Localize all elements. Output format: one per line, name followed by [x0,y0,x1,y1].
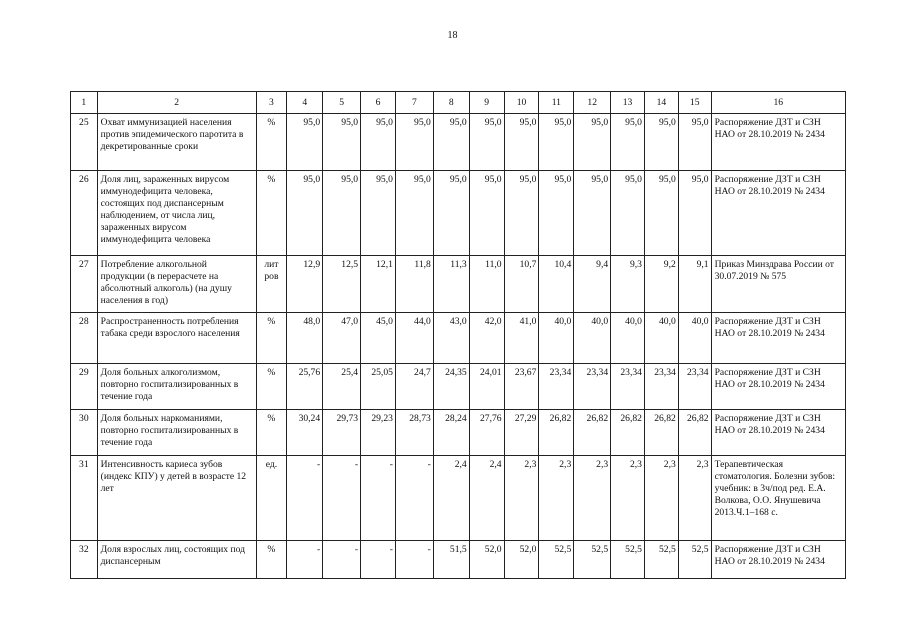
value-cell: 52,5 [539,541,574,579]
value-cell: 23,34 [678,364,711,410]
value-cell: 95,0 [433,114,469,171]
value-cell: 95,0 [574,114,611,171]
value-cell: 95,0 [539,114,574,171]
header-cell: 2 [97,92,256,114]
value-cell: 27,76 [469,410,504,456]
value-cell: 24,01 [469,364,504,410]
value-cell: 23,34 [574,364,611,410]
header-cell: 13 [611,92,645,114]
value-cell: 95,0 [504,114,539,171]
source-cell: Распоряжение ДЗТ и СЗН НАО от 28.10.2019 № 2434 [711,114,845,171]
unit-cell: % [256,114,287,171]
value-cell: 12,5 [323,256,361,313]
value-cell: 95,0 [539,171,574,256]
header-cell: 12 [574,92,611,114]
value-cell: 51,5 [433,541,469,579]
value-cell: - [287,456,323,541]
unit-cell: % [256,541,287,579]
unit-cell: % [256,410,287,456]
value-cell: 9,3 [611,256,645,313]
value-cell: 29,73 [323,410,361,456]
header-cell: 9 [469,92,504,114]
header-cell: 7 [395,92,433,114]
value-cell: 95,0 [611,171,645,256]
value-cell: 23,34 [539,364,574,410]
value-cell: 52,5 [611,541,645,579]
value-cell: 23,34 [611,364,645,410]
value-cell: 26,82 [611,410,645,456]
value-cell: 12,1 [361,256,396,313]
value-cell: 28,24 [433,410,469,456]
table-row [71,456,846,541]
indicator-name-cell: Потребление алкогольной продукции (в перерасчете на абсолютный алкоголь) (на душу населения в год) [97,256,256,313]
value-cell: 95,0 [644,114,678,171]
header-cell: 14 [644,92,678,114]
value-cell: - [395,456,433,541]
indicator-name-cell: Доля больных алкоголизмом, повторно госпитализированных в течение года [97,364,256,410]
header-row [71,92,846,114]
value-cell: 95,0 [504,171,539,256]
value-cell: 42,0 [469,313,504,364]
value-cell: 10,4 [539,256,574,313]
value-cell: 95,0 [469,114,504,171]
source-cell: Распоряжение ДЗТ и СЗН НАО от 28.10.2019 № 2434 [711,171,845,256]
header-cell: 10 [504,92,539,114]
value-cell: 40,0 [574,313,611,364]
value-cell: 52,5 [574,541,611,579]
row-number-cell: 30 [71,410,98,456]
value-cell: 11,0 [469,256,504,313]
table-row [71,114,846,171]
value-cell: 95,0 [395,114,433,171]
value-cell: 95,0 [644,171,678,256]
indicator-name-cell: Доля лиц, зараженных вирусом иммунодефицита человека, состоящих под диспансерным наблюдением, от числа лиц, зараженных вирусом иммунодефицита человека [97,171,256,256]
value-cell: 47,0 [323,313,361,364]
value-cell: 2,3 [539,456,574,541]
header-cell: 5 [323,92,361,114]
value-cell: - [323,456,361,541]
value-cell: 26,82 [678,410,711,456]
row-number-cell: 32 [71,541,98,579]
value-cell: 24,35 [433,364,469,410]
value-cell: 95,0 [287,171,323,256]
table-row [71,541,846,579]
value-cell: 9,1 [678,256,711,313]
unit-cell: % [256,313,287,364]
value-cell: 9,4 [574,256,611,313]
value-cell: 26,82 [644,410,678,456]
value-cell: 95,0 [323,171,361,256]
value-cell: 40,0 [644,313,678,364]
value-cell: - [287,541,323,579]
value-cell: 95,0 [574,171,611,256]
value-cell: 95,0 [323,114,361,171]
header-cell: 15 [678,92,711,114]
value-cell: 26,82 [574,410,611,456]
value-cell: 2,3 [611,456,645,541]
value-cell: 2,3 [678,456,711,541]
value-cell: 95,0 [361,114,396,171]
source-cell: Распоряжение ДЗТ и СЗН НАО от 28.10.2019 № 2434 [711,410,845,456]
value-cell: 25,05 [361,364,396,410]
value-cell: 95,0 [433,171,469,256]
value-cell: 45,0 [361,313,396,364]
value-cell: 95,0 [395,171,433,256]
header-cell: 4 [287,92,323,114]
value-cell: 10,7 [504,256,539,313]
table-row [71,171,846,256]
value-cell: 95,0 [611,114,645,171]
header-cell: 6 [361,92,396,114]
page-number: 18 [447,30,458,41]
value-cell: 2,4 [469,456,504,541]
source-cell: Терапевтическая стоматология. Болезни зубов: учебник: в 3ч/под ред. Е.А. Волкова, О.О. Янушевича 2013.Ч.1–168 с. [711,456,845,541]
value-cell: 52,0 [504,541,539,579]
row-number-cell: 28 [71,313,98,364]
value-cell: 95,0 [287,114,323,171]
header-cell: 8 [433,92,469,114]
indicator-name-cell: Распространенность потребления табака среди взрослого населения [97,313,256,364]
value-cell: 95,0 [469,171,504,256]
unit-cell: % [256,364,287,410]
value-cell: 48,0 [287,313,323,364]
table-row [71,410,846,456]
source-cell: Приказ Минздрава России от 30.07.2019 № 575 [711,256,845,313]
value-cell: 40,0 [678,313,711,364]
table-row [71,256,846,313]
value-cell: - [323,541,361,579]
unit-cell: % [256,171,287,256]
indicator-name-cell: Интенсивность кариеса зубов (индекс КПУ) у детей в возрасте 12 лет [97,456,256,541]
value-cell: - [361,541,396,579]
value-cell: 11,8 [395,256,433,313]
value-cell: 2,3 [504,456,539,541]
value-cell: 27,29 [504,410,539,456]
value-cell: 2,4 [433,456,469,541]
value-cell: 28,73 [395,410,433,456]
value-cell: 29,23 [361,410,396,456]
value-cell: 26,82 [539,410,574,456]
header-cell: 1 [71,92,98,114]
row-number-cell: 31 [71,456,98,541]
value-cell: 25,4 [323,364,361,410]
unit-cell: ед. [256,456,287,541]
value-cell: 52,0 [469,541,504,579]
value-cell: 11,3 [433,256,469,313]
value-cell: 95,0 [678,114,711,171]
value-cell: 24,7 [395,364,433,410]
value-cell: 30,24 [287,410,323,456]
row-number-cell: 26 [71,171,98,256]
value-cell: 23,34 [644,364,678,410]
value-cell: 95,0 [361,171,396,256]
row-number-cell: 27 [71,256,98,313]
header-cell: 3 [256,92,287,114]
value-cell: 23,67 [504,364,539,410]
value-cell: 52,5 [644,541,678,579]
header-cell: 11 [539,92,574,114]
indicator-name-cell: Доля больных наркоманиями, повторно госпитализированных в течение года [97,410,256,456]
unit-cell: лит ров [256,256,287,313]
value-cell: 2,3 [574,456,611,541]
source-cell: Распоряжение ДЗТ и СЗН НАО от 28.10.2019 № 2434 [711,364,845,410]
header-cell: 16 [711,92,845,114]
table-row [71,313,846,364]
value-cell: 44,0 [395,313,433,364]
value-cell: 25,76 [287,364,323,410]
value-cell: 52,5 [678,541,711,579]
table-row [71,364,846,410]
value-cell: 12,9 [287,256,323,313]
indicators-table [70,91,846,579]
value-cell: 9,2 [644,256,678,313]
value-cell: 40,0 [611,313,645,364]
value-cell: 95,0 [678,171,711,256]
value-cell: 41,0 [504,313,539,364]
value-cell: 2,3 [644,456,678,541]
value-cell: 40,0 [539,313,574,364]
source-cell: Распоряжение ДЗТ и СЗН НАО от 28.10.2019 № 2434 [711,541,845,579]
row-number-cell: 25 [71,114,98,171]
value-cell: - [395,541,433,579]
value-cell: - [361,456,396,541]
source-cell: Распоряжение ДЗТ и СЗН НАО от 28.10.2019 № 2434 [711,313,845,364]
indicator-name-cell: Охват иммунизацией населения против эпидемического паротита в декретированные сроки [97,114,256,171]
indicator-name-cell: Доля взрослых лиц, состоящих под диспансерным [97,541,256,579]
value-cell: 43,0 [433,313,469,364]
row-number-cell: 29 [71,364,98,410]
